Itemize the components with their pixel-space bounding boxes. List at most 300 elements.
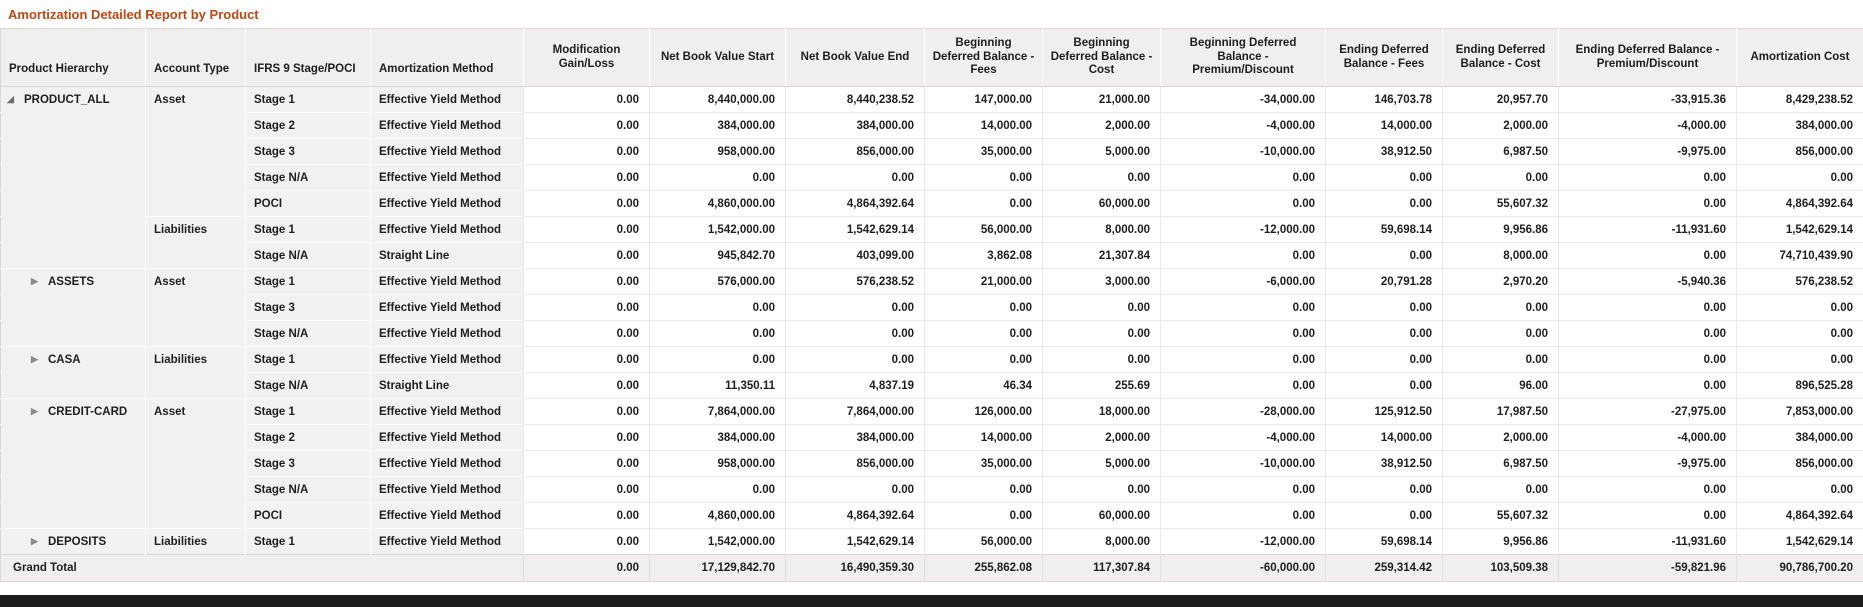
value-cell-amortization-cost: 4,864,392.64 <box>1737 503 1863 529</box>
value-cell-beginning-deferred-balance-premium-discount: -6,000.00 <box>1161 269 1326 295</box>
value-cell-beginning-deferred-balance-premium-discount: -10,000.00 <box>1161 139 1326 165</box>
product-hierarchy-cell <box>1 399 146 425</box>
column-header-ending-deferred-balance-premium-discount: Ending Deferred Balance - Premium/Discount <box>1559 29 1737 87</box>
value-cell-ending-deferred-balance-cost: 0.00 <box>1443 477 1559 503</box>
account-type-cell: Liabilities <box>146 347 246 373</box>
column-header-ifrs-9-stage-poci: IFRS 9 Stage/POCI <box>246 29 371 87</box>
value-cell-ending-deferred-balance-cost: 55,607.32 <box>1443 503 1559 529</box>
expand-node-icon[interactable]: ▶ <box>31 275 38 286</box>
column-header-beginning-deferred-balance-fees: Beginning Deferred Balance - Fees <box>925 29 1043 87</box>
table-row <box>1 87 1863 113</box>
value-cell-beginning-deferred-balance-cost: 8,000.00 <box>1043 217 1161 243</box>
table-row <box>1 243 1863 269</box>
value-cell-ending-deferred-balance-premium-discount: 0.00 <box>1559 295 1737 321</box>
product-hierarchy-cell <box>1 269 146 295</box>
value-cell-modification-gain-loss: 0.00 <box>524 321 650 347</box>
expand-node-icon[interactable]: ▶ <box>31 353 38 364</box>
column-header-amortization-cost: Amortization Cost <box>1737 29 1863 87</box>
value-cell-beginning-deferred-balance-premium-discount: -4,000.00 <box>1161 113 1326 139</box>
value-cell-ending-deferred-balance-premium-discount: -9,975.00 <box>1559 139 1737 165</box>
account-type-cell: Asset <box>146 399 246 425</box>
product-hierarchy-cell <box>1 191 146 217</box>
value-cell-net-book-value-start: 576,000.00 <box>650 269 786 295</box>
table-row <box>1 295 1863 321</box>
value-cell-ending-deferred-balance-cost: 17,987.50 <box>1443 399 1559 425</box>
value-cell-net-book-value-end: 0.00 <box>786 347 925 373</box>
value-cell-amortization-cost: 856,000.00 <box>1737 139 1863 165</box>
value-cell-beginning-deferred-balance-fees: 126,000.00 <box>925 399 1043 425</box>
value-cell-beginning-deferred-balance-premium-discount: 0.00 <box>1161 477 1326 503</box>
value-cell-beginning-deferred-balance-cost: 2,000.00 <box>1043 113 1161 139</box>
grand-total-beginning-deferred-balance-fees: 255,862.08 <box>925 555 1043 582</box>
value-cell-ending-deferred-balance-cost: 0.00 <box>1443 165 1559 191</box>
account-type-cell <box>146 191 246 217</box>
value-cell-beginning-deferred-balance-premium-discount: -12,000.00 <box>1161 529 1326 555</box>
value-cell-ending-deferred-balance-fees: 14,000.00 <box>1326 113 1443 139</box>
value-cell-net-book-value-end: 0.00 <box>786 477 925 503</box>
value-cell-beginning-deferred-balance-premium-discount: 0.00 <box>1161 295 1326 321</box>
expand-node-icon[interactable]: ▶ <box>31 405 38 416</box>
value-cell-net-book-value-end: 384,000.00 <box>786 425 925 451</box>
account-type-cell: Asset <box>146 269 246 295</box>
ifrs9-stage-cell: Stage 3 <box>246 451 371 477</box>
value-cell-beginning-deferred-balance-premium-discount: 0.00 <box>1161 243 1326 269</box>
value-cell-net-book-value-end: 0.00 <box>786 295 925 321</box>
value-cell-beginning-deferred-balance-cost: 18,000.00 <box>1043 399 1161 425</box>
value-cell-ending-deferred-balance-fees: 59,698.14 <box>1326 217 1443 243</box>
value-cell-ending-deferred-balance-premium-discount: 0.00 <box>1559 347 1737 373</box>
value-cell-beginning-deferred-balance-premium-discount: -10,000.00 <box>1161 451 1326 477</box>
value-cell-amortization-cost: 4,864,392.64 <box>1737 191 1863 217</box>
value-cell-ending-deferred-balance-fees: 59,698.14 <box>1326 529 1443 555</box>
value-cell-amortization-cost: 0.00 <box>1737 347 1863 373</box>
ifrs9-stage-cell: Stage 1 <box>246 399 371 425</box>
value-cell-ending-deferred-balance-cost: 9,956.86 <box>1443 217 1559 243</box>
report-title: Amortization Detailed Report by Product <box>8 7 259 22</box>
column-header-net-book-value-start: Net Book Value Start <box>650 29 786 87</box>
product-node-label[interactable]: ASSETS <box>48 275 95 288</box>
table-row <box>1 113 1863 139</box>
value-cell-amortization-cost: 0.00 <box>1737 165 1863 191</box>
ifrs9-stage-cell: Stage N/A <box>246 321 371 347</box>
value-cell-ending-deferred-balance-cost: 6,987.50 <box>1443 139 1559 165</box>
value-cell-net-book-value-start: 1,542,000.00 <box>650 217 786 243</box>
value-cell-amortization-cost: 856,000.00 <box>1737 451 1863 477</box>
account-type-cell <box>146 477 246 503</box>
amortization-method-cell: Effective Yield Method <box>371 425 524 451</box>
value-cell-beginning-deferred-balance-fees: 0.00 <box>925 191 1043 217</box>
expand-node-icon[interactable]: ▶ <box>31 535 38 546</box>
account-type-cell: Liabilities <box>146 217 246 243</box>
ifrs9-stage-cell: Stage 1 <box>246 217 371 243</box>
amortization-method-cell: Straight Line <box>371 373 524 399</box>
value-cell-beginning-deferred-balance-premium-discount: 0.00 <box>1161 503 1326 529</box>
value-cell-beginning-deferred-balance-cost: 3,000.00 <box>1043 269 1161 295</box>
value-cell-beginning-deferred-balance-premium-discount: -4,000.00 <box>1161 425 1326 451</box>
column-header-beginning-deferred-balance-cost: Beginning Deferred Balance - Cost <box>1043 29 1161 87</box>
value-cell-ending-deferred-balance-cost: 0.00 <box>1443 347 1559 373</box>
ifrs9-stage-cell: Stage 2 <box>246 113 371 139</box>
account-type-cell <box>146 503 246 529</box>
value-cell-modification-gain-loss: 0.00 <box>524 243 650 269</box>
value-cell-ending-deferred-balance-fees: 38,912.50 <box>1326 139 1443 165</box>
value-cell-amortization-cost: 384,000.00 <box>1737 425 1863 451</box>
value-cell-beginning-deferred-balance-premium-discount: 0.00 <box>1161 347 1326 373</box>
account-type-cell <box>146 451 246 477</box>
value-cell-ending-deferred-balance-fees: 125,912.50 <box>1326 399 1443 425</box>
amortization-method-cell: Effective Yield Method <box>371 321 524 347</box>
value-cell-modification-gain-loss: 0.00 <box>524 373 650 399</box>
column-header-product-hierarchy: Product Hierarchy <box>1 29 146 87</box>
ifrs9-stage-cell: Stage N/A <box>246 165 371 191</box>
table-row <box>1 321 1863 347</box>
value-cell-ending-deferred-balance-cost: 2,000.00 <box>1443 113 1559 139</box>
value-cell-amortization-cost: 384,000.00 <box>1737 113 1863 139</box>
value-cell-net-book-value-start: 945,842.70 <box>650 243 786 269</box>
value-cell-ending-deferred-balance-cost: 96.00 <box>1443 373 1559 399</box>
product-hierarchy-cell <box>1 243 146 269</box>
product-hierarchy-cell <box>1 529 146 555</box>
value-cell-modification-gain-loss: 0.00 <box>524 165 650 191</box>
table-row <box>1 451 1863 477</box>
column-header-amortization-method: Amortization Method <box>371 29 524 87</box>
value-cell-ending-deferred-balance-fees: 0.00 <box>1326 347 1443 373</box>
column-header-ending-deferred-balance-fees: Ending Deferred Balance - Fees <box>1326 29 1443 87</box>
value-cell-ending-deferred-balance-fees: 0.00 <box>1326 477 1443 503</box>
value-cell-amortization-cost: 7,853,000.00 <box>1737 399 1863 425</box>
value-cell-ending-deferred-balance-fees: 0.00 <box>1326 503 1443 529</box>
value-cell-net-book-value-end: 8,440,238.52 <box>786 87 925 113</box>
value-cell-modification-gain-loss: 0.00 <box>524 217 650 243</box>
table-body <box>1 87 1863 582</box>
column-header-beginning-deferred-balance-premium-discount: Beginning Deferred Balance - Premium/Discount <box>1161 29 1326 87</box>
grand-total-net-book-value-end: 16,490,359.30 <box>786 555 925 582</box>
amortization-method-cell: Effective Yield Method <box>371 191 524 217</box>
value-cell-ending-deferred-balance-cost: 9,956.86 <box>1443 529 1559 555</box>
value-cell-beginning-deferred-balance-cost: 0.00 <box>1043 295 1161 321</box>
product-hierarchy-cell <box>1 321 146 347</box>
value-cell-net-book-value-end: 576,238.52 <box>786 269 925 295</box>
ifrs9-stage-cell: Stage 2 <box>246 425 371 451</box>
value-cell-ending-deferred-balance-premium-discount: -4,000.00 <box>1559 425 1737 451</box>
value-cell-beginning-deferred-balance-fees: 56,000.00 <box>925 217 1043 243</box>
value-cell-net-book-value-start: 958,000.00 <box>650 451 786 477</box>
ifrs9-stage-cell: Stage N/A <box>246 477 371 503</box>
value-cell-beginning-deferred-balance-fees: 0.00 <box>925 165 1043 191</box>
value-cell-net-book-value-start: 0.00 <box>650 295 786 321</box>
amortization-method-cell: Effective Yield Method <box>371 87 524 113</box>
value-cell-net-book-value-end: 1,542,629.14 <box>786 529 925 555</box>
value-cell-ending-deferred-balance-premium-discount: -5,940.36 <box>1559 269 1737 295</box>
product-hierarchy-cell <box>1 503 146 529</box>
value-cell-beginning-deferred-balance-cost: 0.00 <box>1043 165 1161 191</box>
value-cell-net-book-value-start: 7,864,000.00 <box>650 399 786 425</box>
table-row <box>1 529 1863 555</box>
value-cell-ending-deferred-balance-fees: 14,000.00 <box>1326 425 1443 451</box>
value-cell-net-book-value-start: 1,542,000.00 <box>650 529 786 555</box>
value-cell-amortization-cost: 0.00 <box>1737 295 1863 321</box>
product-node-label[interactable]: PRODUCT_ALL <box>24 93 110 106</box>
table-row <box>1 139 1863 165</box>
value-cell-ending-deferred-balance-fees: 0.00 <box>1326 295 1443 321</box>
value-cell-beginning-deferred-balance-fees: 35,000.00 <box>925 139 1043 165</box>
value-cell-ending-deferred-balance-premium-discount: -27,975.00 <box>1559 399 1737 425</box>
value-cell-ending-deferred-balance-cost: 2,970.20 <box>1443 269 1559 295</box>
value-cell-beginning-deferred-balance-premium-discount: -12,000.00 <box>1161 217 1326 243</box>
value-cell-beginning-deferred-balance-cost: 0.00 <box>1043 477 1161 503</box>
value-cell-beginning-deferred-balance-cost: 21,000.00 <box>1043 87 1161 113</box>
account-type-cell <box>146 243 246 269</box>
value-cell-ending-deferred-balance-fees: 38,912.50 <box>1326 451 1443 477</box>
value-cell-beginning-deferred-balance-fees: 14,000.00 <box>925 113 1043 139</box>
value-cell-modification-gain-loss: 0.00 <box>524 451 650 477</box>
grand-total-ending-deferred-balance-cost: 103,509.38 <box>1443 555 1559 582</box>
value-cell-beginning-deferred-balance-fees: 21,000.00 <box>925 269 1043 295</box>
value-cell-net-book-value-start: 11,350.11 <box>650 373 786 399</box>
product-hierarchy-cell <box>1 139 146 165</box>
product-node-label[interactable]: DEPOSITS <box>48 535 107 548</box>
value-cell-modification-gain-loss: 0.00 <box>524 529 650 555</box>
value-cell-net-book-value-start: 0.00 <box>650 321 786 347</box>
value-cell-net-book-value-end: 856,000.00 <box>786 451 925 477</box>
table-row <box>1 503 1863 529</box>
amortization-method-cell: Effective Yield Method <box>371 295 524 321</box>
value-cell-net-book-value-end: 7,864,000.00 <box>786 399 925 425</box>
value-cell-ending-deferred-balance-cost: 2,000.00 <box>1443 425 1559 451</box>
grand-total-beginning-deferred-balance-cost: 117,307.84 <box>1043 555 1161 582</box>
ifrs9-stage-cell: Stage 3 <box>246 139 371 165</box>
grand-total-beginning-deferred-balance-premium-discount: -60,000.00 <box>1161 555 1326 582</box>
product-hierarchy-cell <box>1 347 146 373</box>
account-type-cell <box>146 165 246 191</box>
value-cell-ending-deferred-balance-premium-discount: -4,000.00 <box>1559 113 1737 139</box>
value-cell-amortization-cost: 8,429,238.52 <box>1737 87 1863 113</box>
value-cell-ending-deferred-balance-fees: 0.00 <box>1326 165 1443 191</box>
value-cell-beginning-deferred-balance-fees: 0.00 <box>925 503 1043 529</box>
value-cell-beginning-deferred-balance-fees: 46.34 <box>925 373 1043 399</box>
value-cell-net-book-value-end: 403,099.00 <box>786 243 925 269</box>
grand-total-label: Grand Total <box>1 555 524 582</box>
amortization-method-cell: Effective Yield Method <box>371 139 524 165</box>
column-header-net-book-value-end: Net Book Value End <box>786 29 925 87</box>
value-cell-beginning-deferred-balance-cost: 60,000.00 <box>1043 191 1161 217</box>
amortization-method-cell: Effective Yield Method <box>371 113 524 139</box>
value-cell-ending-deferred-balance-fees: 0.00 <box>1326 373 1443 399</box>
value-cell-ending-deferred-balance-fees: 0.00 <box>1326 191 1443 217</box>
value-cell-beginning-deferred-balance-cost: 21,307.84 <box>1043 243 1161 269</box>
table-row <box>1 477 1863 503</box>
value-cell-beginning-deferred-balance-premium-discount: -34,000.00 <box>1161 87 1326 113</box>
value-cell-ending-deferred-balance-premium-discount: -11,931.60 <box>1559 529 1737 555</box>
value-cell-ending-deferred-balance-cost: 55,607.32 <box>1443 191 1559 217</box>
value-cell-beginning-deferred-balance-fees: 56,000.00 <box>925 529 1043 555</box>
value-cell-amortization-cost: 0.00 <box>1737 477 1863 503</box>
column-header-modification-gain-loss: Modification Gain/Loss <box>524 29 650 87</box>
value-cell-net-book-value-end: 4,864,392.64 <box>786 191 925 217</box>
value-cell-modification-gain-loss: 0.00 <box>524 269 650 295</box>
amortization-method-cell: Effective Yield Method <box>371 217 524 243</box>
value-cell-beginning-deferred-balance-cost: 2,000.00 <box>1043 425 1161 451</box>
product-hierarchy-cell <box>1 425 146 451</box>
value-cell-net-book-value-end: 856,000.00 <box>786 139 925 165</box>
product-hierarchy-cell <box>1 113 146 139</box>
ifrs9-stage-cell: Stage 1 <box>246 269 371 295</box>
grand-total-modification-gain-loss: 0.00 <box>524 555 650 582</box>
value-cell-beginning-deferred-balance-fees: 14,000.00 <box>925 425 1043 451</box>
value-cell-net-book-value-start: 384,000.00 <box>650 113 786 139</box>
value-cell-ending-deferred-balance-cost: 6,987.50 <box>1443 451 1559 477</box>
value-cell-net-book-value-end: 0.00 <box>786 165 925 191</box>
value-cell-beginning-deferred-balance-fees: 0.00 <box>925 295 1043 321</box>
report-table <box>0 28 1863 582</box>
value-cell-amortization-cost: 74,710,439.90 <box>1737 243 1863 269</box>
value-cell-modification-gain-loss: 0.00 <box>524 399 650 425</box>
value-cell-beginning-deferred-balance-premium-discount: 0.00 <box>1161 165 1326 191</box>
value-cell-net-book-value-end: 384,000.00 <box>786 113 925 139</box>
column-header-ending-deferred-balance-cost: Ending Deferred Balance - Cost <box>1443 29 1559 87</box>
grand-total-ending-deferred-balance-premium-discount: -59,821.96 <box>1559 555 1737 582</box>
grand-total-row <box>1 555 1863 582</box>
account-type-cell <box>146 425 246 451</box>
value-cell-beginning-deferred-balance-fees: 35,000.00 <box>925 451 1043 477</box>
value-cell-net-book-value-end: 4,837.19 <box>786 373 925 399</box>
column-header-account-type: Account Type <box>146 29 246 87</box>
value-cell-modification-gain-loss: 0.00 <box>524 191 650 217</box>
product-hierarchy-cell <box>1 477 146 503</box>
value-cell-beginning-deferred-balance-cost: 5,000.00 <box>1043 139 1161 165</box>
value-cell-modification-gain-loss: 0.00 <box>524 347 650 373</box>
value-cell-beginning-deferred-balance-premium-discount: 0.00 <box>1161 373 1326 399</box>
grand-total-net-book-value-start: 17,129,842.70 <box>650 555 786 582</box>
product-hierarchy-cell <box>1 373 146 399</box>
ifrs9-stage-cell: POCI <box>246 503 371 529</box>
value-cell-modification-gain-loss: 0.00 <box>524 295 650 321</box>
ifrs9-stage-cell: Stage N/A <box>246 373 371 399</box>
value-cell-ending-deferred-balance-premium-discount: 0.00 <box>1559 191 1737 217</box>
value-cell-ending-deferred-balance-premium-discount: 0.00 <box>1559 477 1737 503</box>
ifrs9-stage-cell: POCI <box>246 191 371 217</box>
table-header <box>1 29 1863 87</box>
value-cell-ending-deferred-balance-cost: 0.00 <box>1443 321 1559 347</box>
account-type-cell <box>146 139 246 165</box>
value-cell-ending-deferred-balance-cost: 20,957.70 <box>1443 87 1559 113</box>
value-cell-beginning-deferred-balance-fees: 0.00 <box>925 321 1043 347</box>
header-row <box>1 29 1863 87</box>
value-cell-ending-deferred-balance-fees: 146,703.78 <box>1326 87 1443 113</box>
account-type-cell <box>146 113 246 139</box>
value-cell-beginning-deferred-balance-premium-discount: 0.00 <box>1161 321 1326 347</box>
value-cell-net-book-value-end: 4,864,392.64 <box>786 503 925 529</box>
value-cell-ending-deferred-balance-fees: 0.00 <box>1326 321 1443 347</box>
value-cell-net-book-value-end: 1,542,629.14 <box>786 217 925 243</box>
collapse-node-icon[interactable]: ◢ <box>7 93 14 104</box>
value-cell-net-book-value-start: 4,860,000.00 <box>650 503 786 529</box>
value-cell-beginning-deferred-balance-premium-discount: -28,000.00 <box>1161 399 1326 425</box>
table-row <box>1 269 1863 295</box>
product-node-label[interactable]: CASA <box>48 353 81 366</box>
amortization-method-cell: Effective Yield Method <box>371 269 524 295</box>
value-cell-beginning-deferred-balance-cost: 5,000.00 <box>1043 451 1161 477</box>
value-cell-ending-deferred-balance-premium-discount: 0.00 <box>1559 165 1737 191</box>
value-cell-beginning-deferred-balance-fees: 0.00 <box>925 347 1043 373</box>
table-row <box>1 373 1863 399</box>
value-cell-modification-gain-loss: 0.00 <box>524 477 650 503</box>
value-cell-ending-deferred-balance-premium-discount: 0.00 <box>1559 321 1737 347</box>
ifrs9-stage-cell: Stage 1 <box>246 347 371 373</box>
value-cell-ending-deferred-balance-cost: 0.00 <box>1443 295 1559 321</box>
grand-total-ending-deferred-balance-fees: 259,314.42 <box>1326 555 1443 582</box>
amortization-method-cell: Effective Yield Method <box>371 165 524 191</box>
amortization-method-cell: Effective Yield Method <box>371 451 524 477</box>
value-cell-amortization-cost: 1,542,629.14 <box>1737 217 1863 243</box>
value-cell-net-book-value-start: 0.00 <box>650 477 786 503</box>
table-row <box>1 399 1863 425</box>
value-cell-net-book-value-start: 384,000.00 <box>650 425 786 451</box>
table-row <box>1 347 1863 373</box>
value-cell-net-book-value-start: 958,000.00 <box>650 139 786 165</box>
product-hierarchy-cell <box>1 451 146 477</box>
value-cell-amortization-cost: 0.00 <box>1737 321 1863 347</box>
value-cell-net-book-value-start: 0.00 <box>650 165 786 191</box>
value-cell-beginning-deferred-balance-cost: 0.00 <box>1043 347 1161 373</box>
table-row <box>1 217 1863 243</box>
account-type-cell: Liabilities <box>146 529 246 555</box>
ifrs9-stage-cell: Stage 3 <box>246 295 371 321</box>
ifrs9-stage-cell: Stage 1 <box>246 87 371 113</box>
value-cell-modification-gain-loss: 0.00 <box>524 87 650 113</box>
value-cell-ending-deferred-balance-premium-discount: -33,915.36 <box>1559 87 1737 113</box>
amortization-method-cell: Effective Yield Method <box>371 503 524 529</box>
value-cell-amortization-cost: 896,525.28 <box>1737 373 1863 399</box>
ifrs9-stage-cell: Stage N/A <box>246 243 371 269</box>
value-cell-beginning-deferred-balance-cost: 255.69 <box>1043 373 1161 399</box>
value-cell-modification-gain-loss: 0.00 <box>524 113 650 139</box>
value-cell-ending-deferred-balance-premium-discount: -9,975.00 <box>1559 451 1737 477</box>
amortization-method-cell: Straight Line <box>371 243 524 269</box>
value-cell-ending-deferred-balance-premium-discount: 0.00 <box>1559 243 1737 269</box>
value-cell-net-book-value-end: 0.00 <box>786 321 925 347</box>
value-cell-amortization-cost: 576,238.52 <box>1737 269 1863 295</box>
product-hierarchy-cell <box>1 165 146 191</box>
value-cell-ending-deferred-balance-premium-discount: 0.00 <box>1559 503 1737 529</box>
value-cell-modification-gain-loss: 0.00 <box>524 425 650 451</box>
table-row <box>1 191 1863 217</box>
value-cell-beginning-deferred-balance-cost: 60,000.00 <box>1043 503 1161 529</box>
bottom-bar <box>0 595 1863 607</box>
value-cell-beginning-deferred-balance-cost: 8,000.00 <box>1043 529 1161 555</box>
value-cell-beginning-deferred-balance-cost: 0.00 <box>1043 321 1161 347</box>
grand-total-amortization-cost: 90,786,700.20 <box>1737 555 1863 582</box>
value-cell-beginning-deferred-balance-fees: 0.00 <box>925 477 1043 503</box>
value-cell-beginning-deferred-balance-fees: 3,862.08 <box>925 243 1043 269</box>
account-type-cell: Asset <box>146 87 246 113</box>
value-cell-net-book-value-start: 0.00 <box>650 347 786 373</box>
table-row <box>1 425 1863 451</box>
value-cell-beginning-deferred-balance-premium-discount: 0.00 <box>1161 191 1326 217</box>
value-cell-ending-deferred-balance-premium-discount: -11,931.60 <box>1559 217 1737 243</box>
value-cell-ending-deferred-balance-cost: 8,000.00 <box>1443 243 1559 269</box>
product-node-label[interactable]: CREDIT-CARD <box>48 405 128 418</box>
value-cell-ending-deferred-balance-fees: 20,791.28 <box>1326 269 1443 295</box>
value-cell-modification-gain-loss: 0.00 <box>524 503 650 529</box>
value-cell-net-book-value-start: 4,860,000.00 <box>650 191 786 217</box>
account-type-cell <box>146 321 246 347</box>
amortization-method-cell: Effective Yield Method <box>371 529 524 555</box>
table-row <box>1 165 1863 191</box>
amortization-method-cell: Effective Yield Method <box>371 477 524 503</box>
account-type-cell <box>146 373 246 399</box>
value-cell-modification-gain-loss: 0.00 <box>524 139 650 165</box>
